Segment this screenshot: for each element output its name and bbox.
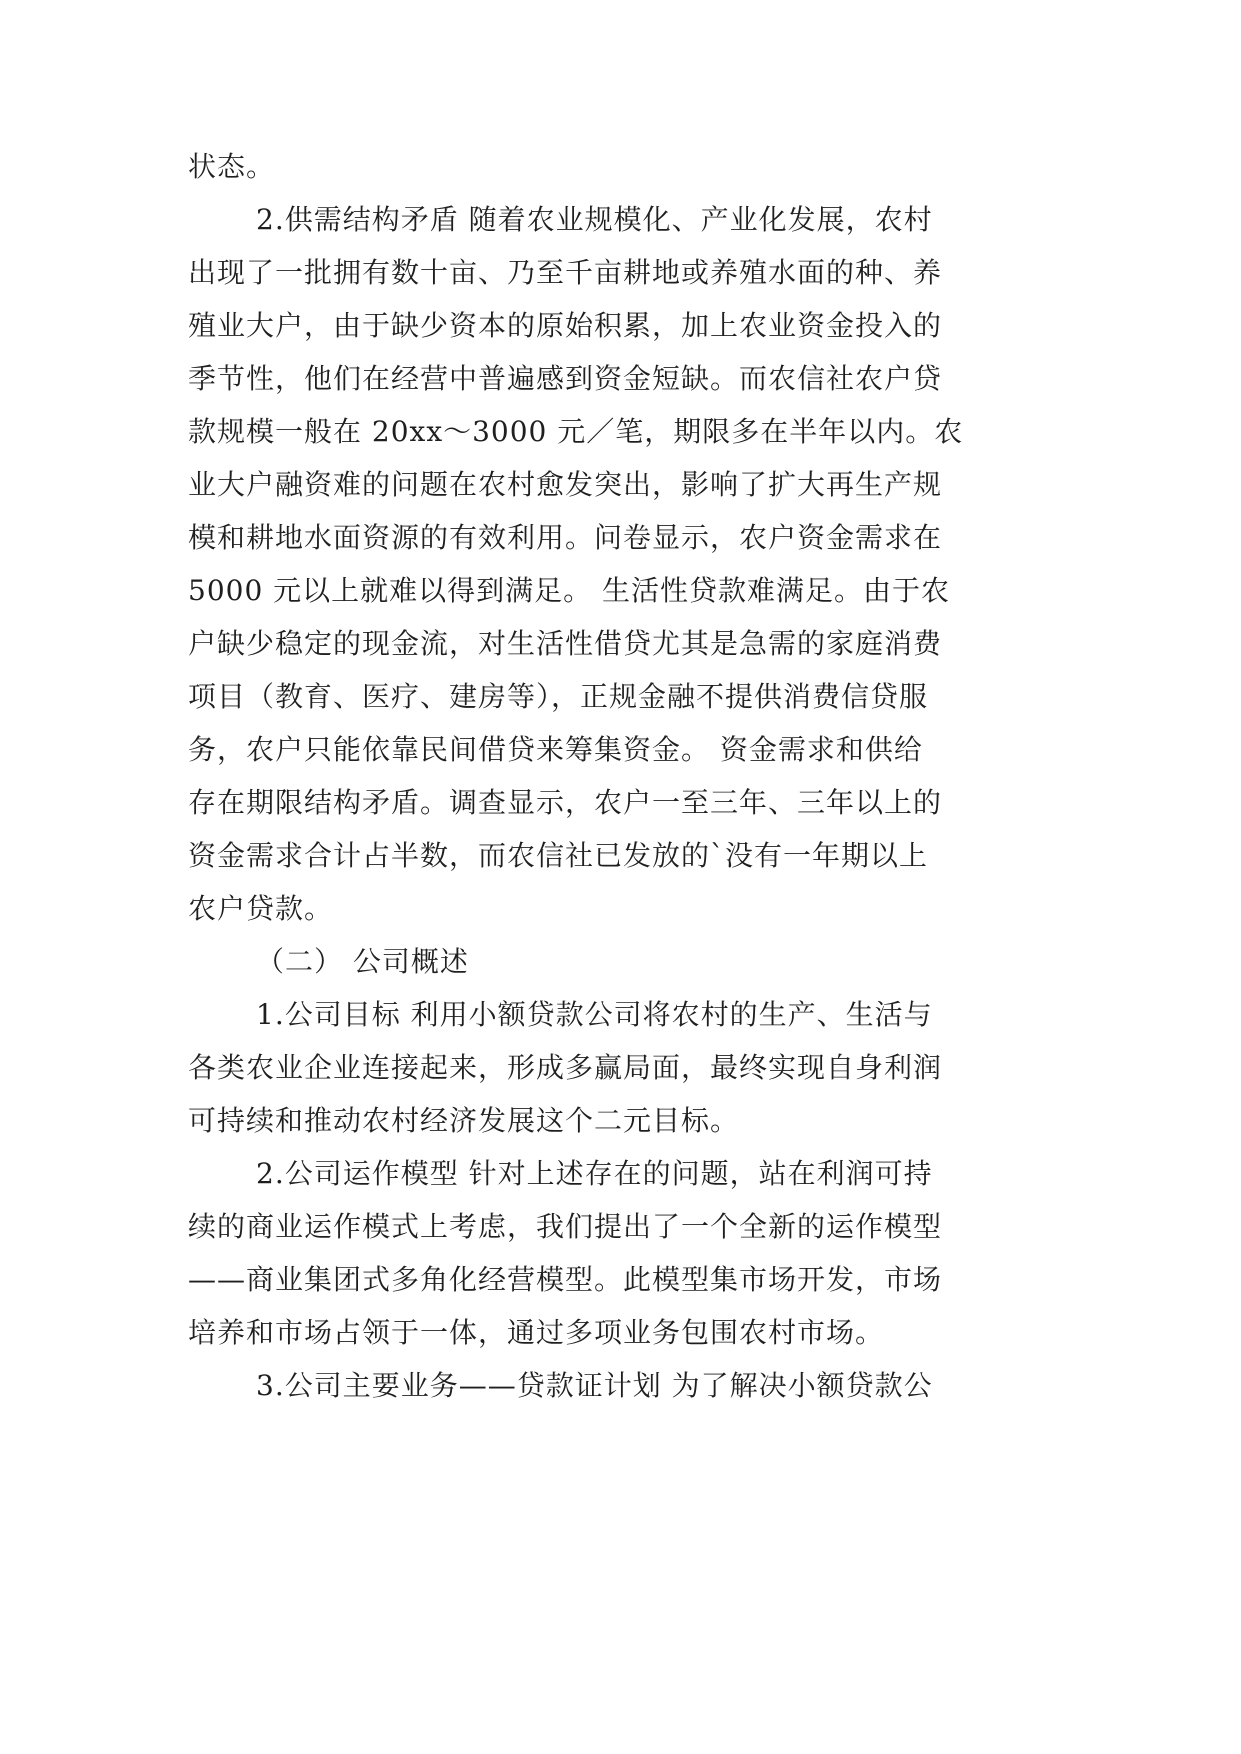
text-line: 项目（教育、医疗、建房等），正规金融不提供消费信贷服: [188, 680, 929, 713]
text-line: 模和耕地水面资源的有效利用。问卷显示，农户资金需求在: [188, 521, 943, 554]
text-line: 季节性，他们在经营中普遍感到资金短缺。而农信社农户贷: [188, 362, 943, 395]
section-heading: （二） 公司概述: [256, 945, 469, 978]
text-line: 续的商业运作模式上考虑，我们提出了一个全新的运作模型: [188, 1210, 943, 1243]
text-line: 农户贷款。: [188, 892, 334, 925]
text-line: 可持续和推动农村经济发展这个二元目标。: [188, 1104, 740, 1137]
text-line: 务，农户只能依靠民间借贷来筹集资金。 资金需求和供给: [188, 733, 923, 766]
text-line: 款规模一般在 20xx～3000 元／笔，期限多在半年以内。农: [188, 415, 964, 448]
text-line: 户缺少稳定的现金流，对生活性借贷尤其是急需的家庭消费: [188, 627, 943, 660]
text-line: 5000 元以上就难以得到满足。 生活性贷款难满足。由于农: [188, 574, 951, 607]
text-line: 状态。: [188, 150, 276, 183]
text-line: 出现了一批拥有数十亩、乃至千亩耕地或养殖水面的种、养: [188, 256, 943, 289]
text-line: ——商业集团式多角化经营模型。此模型集市场开发，市场: [188, 1263, 943, 1296]
text-line: 业大户融资难的问题在农村愈发突出，影响了扩大再生产规: [188, 468, 943, 501]
text-line: 培养和市场占领于一体，通过多项业务包围农村市场。: [188, 1316, 885, 1349]
paragraph-heading-line: 1.公司目标 利用小额贷款公司将农村的生产、生活与: [256, 998, 933, 1031]
text-line: 殖业大户，由于缺少资本的原始积累，加上农业资金投入的: [188, 309, 943, 342]
text-line: 存在期限结构矛盾。调查显示，农户一至三年、三年以上的: [188, 786, 943, 819]
paragraph-heading-line: 3.公司主要业务——贷款证计划 为了解决小额贷款公: [256, 1369, 933, 1402]
text-line: 资金需求合计占半数，而农信社已发放的`没有一年期以上: [188, 839, 929, 872]
paragraph-heading-line: 2.供需结构矛盾 随着农业规模化、产业化发展，农村: [256, 203, 933, 236]
text-line: 各类农业企业连接起来，形成多赢局面，最终实现自身利润: [188, 1051, 943, 1084]
paragraph-heading-line: 2.公司运作模型 针对上述存在的问题，站在利润可持: [256, 1157, 933, 1190]
